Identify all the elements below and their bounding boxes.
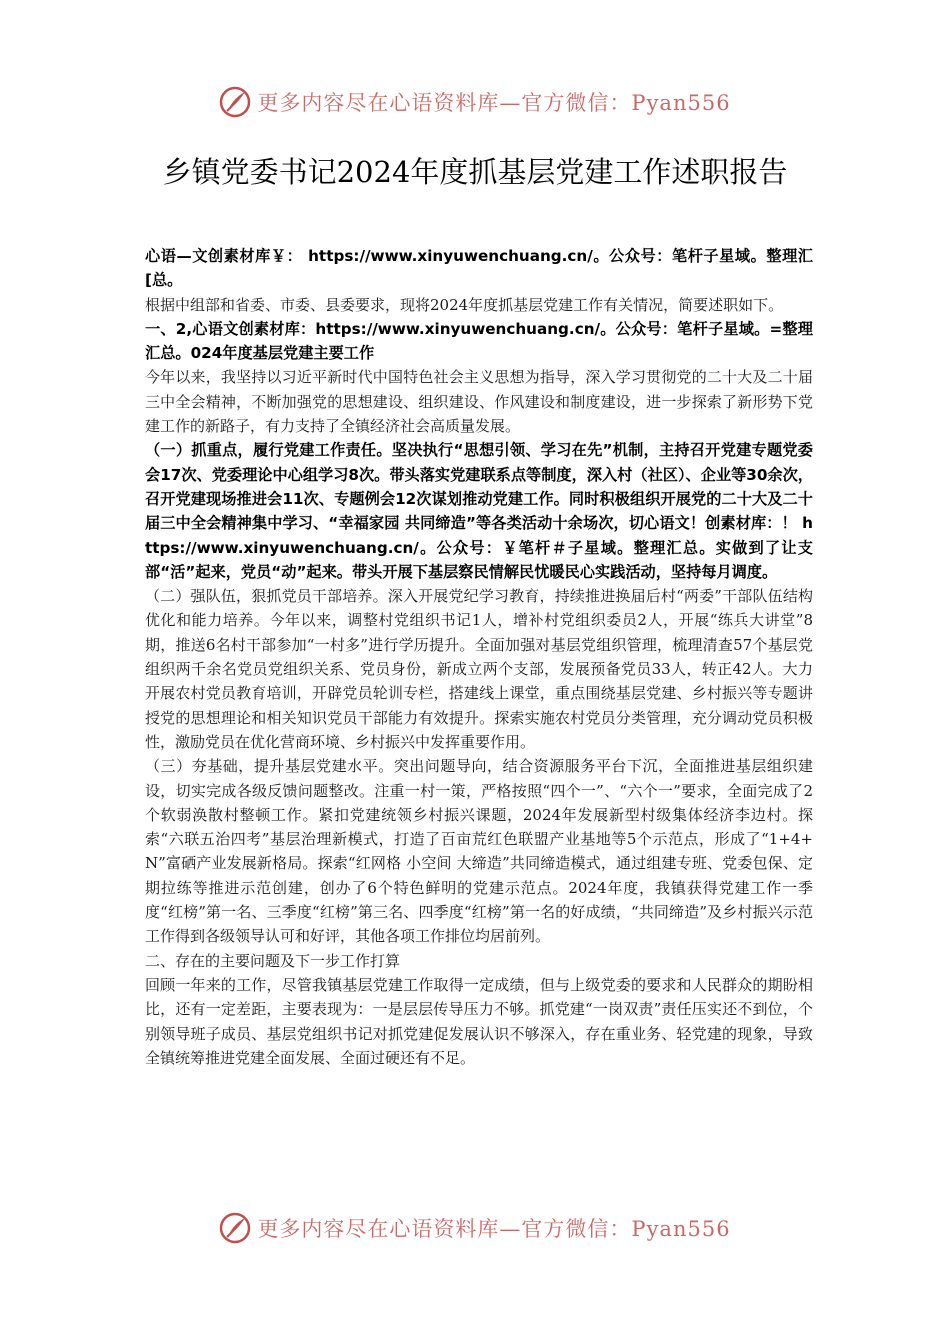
banner-text: 更多内容尽在心语资料库—官方微信：Pyan556 <box>257 1217 731 1241</box>
paragraph: （三）夯基础，提升基层党建水平。突出问题导向，结合资源服务平台下沉，全面推进基层组织建设，切实完成各级反馈问题整改。注重一村一策，严格按照“四个一”、“六个一”要求，全面完成了2个软弱涣散村整顿工作。紧扣党建统领乡村振兴课题，2024年发展新型村级集体经济李边村。探索“六联五治四考”基层治理新模式，打造了百亩荒红色联盟产业基地等5个示范点，形成了“1+4+N”富硒产业发展新格局。探索“红网格 小空间 大缔造”共同缔造模式，通过组建专班、党委包保、定期拉练等推进示范创建，创办了6个特色鲜明的党建示范点。2024年度，我镇获得党建工作一季度“红榜”第一名、三季度“红榜”第三名、四季度“红榜”第一名的好成绩，“共同缔造”及乡村振兴示范工作得到各级领导认可和好评，其他各项工作排位均居前列。 <box>145 757 813 946</box>
section-heading: 一、2,心语文创素材库：https://www.xinyuwenchuang.cn/。公众号：笔杆子星域。=整理汇总。024年度基层党建主要工作 <box>145 319 813 363</box>
paragraph: 今年以来，我坚持以习近平新时代中国特色社会主义思想为指导，深入学习贯彻党的二十大及二十届三中全会精神，不断加强党的思想建设、组织建设、作风建设和制度建设，进一步探索了新形势下党建工作的新路子，有力支持了全镇经济社会高质量发展。 <box>145 368 813 436</box>
section-heading: 二、存在的主要问题及下一步工作打算 <box>145 951 401 970</box>
paragraph: 根据中组部和省委、市委、县委要求，现将2024年度抓基层党建工作有关情况，简要述职如下。 <box>145 295 784 314</box>
page-title: 乡镇党委书记2024年度抓基层党建工作述职报告 <box>162 155 788 189</box>
quill-logo-icon <box>219 86 251 118</box>
quill-logo-icon <box>219 1212 251 1244</box>
document-body <box>145 244 813 1070</box>
paragraph: （一）抓重点，履行党建工作责任。坚决执行“思想引领、学习在先”机制，主持召开党建专题党委会17次、党委理论中心组学习8次。带头落实党建联系点等制度，深入村（社区）、企业等30余次，召开党建现场推进会11次、专题例会12次谋划推动党建工作。同时积极组织开展党的二十大及二十届三中全会精神集中学习、“幸福家园 共同缔造”等各类活动十余场次，切心语文！创素材库：！ https://www.xinyuwenchuang.cn/。公众号：￥笔杆＃子星域。整理汇总。实做到了让支部“活”起来，党员“动”起来。带头开展下基层察民情解民忧暖民心实践活动，坚持每月调度。 <box>145 441 813 581</box>
footer-banner <box>0 1206 950 1250</box>
paragraph: （二）强队伍，狠抓党员干部培养。深入开展党纪学习教育，持续推进换届后村“两委”干部队伍结构优化和能力培养。今年以来，调整村党组织书记1人，增补村党组织委员2人，开展“练兵大讲堂”8期，推送6名村干部参加“一村多”进行学历提升。全面加强对基层党组织管理，梳理清查57个基层党组织两千余名党员党组织关系、党员身份，新成立两个支部，发展预备党员33人，转正42人。大力开展农村党员教育培训，开辟党员轮训专栏，搭建线上课堂，重点围绕基层党建、乡村振兴等专题讲授党的思想理论和相关知识党员干部能力有效提升。探索实施农村党员分类管理，充分调动党员积极性，激励党员在优化营商环境、乡村振兴中发挥重要作用。 <box>145 587 813 751</box>
paragraph: 心语—文创素材库￥： https://www.xinyuwenchuang.cn/。公众号：笔杆子星域。整理汇[总。 <box>145 247 813 290</box>
banner-text: 更多内容尽在心语资料库—官方微信：Pyan556 <box>257 91 731 115</box>
header-banner <box>0 80 950 124</box>
paragraph: 回顾一年来的工作，尽管我镇基层党建工作取得一定成绩，但与上级党委的要求和人民群众的期盼相比，还有一定差距，主要表现为：一是层层传导压力不够。抓党建“一岗双责”责任压实还不到位，个别领导班子成员、基层党组织书记对抓党建促发展认识不够深入，存在重业务、轻党建的现象，导致全镇统筹推进党建全面发展、全面过硬还有不足。 <box>145 975 813 1067</box>
